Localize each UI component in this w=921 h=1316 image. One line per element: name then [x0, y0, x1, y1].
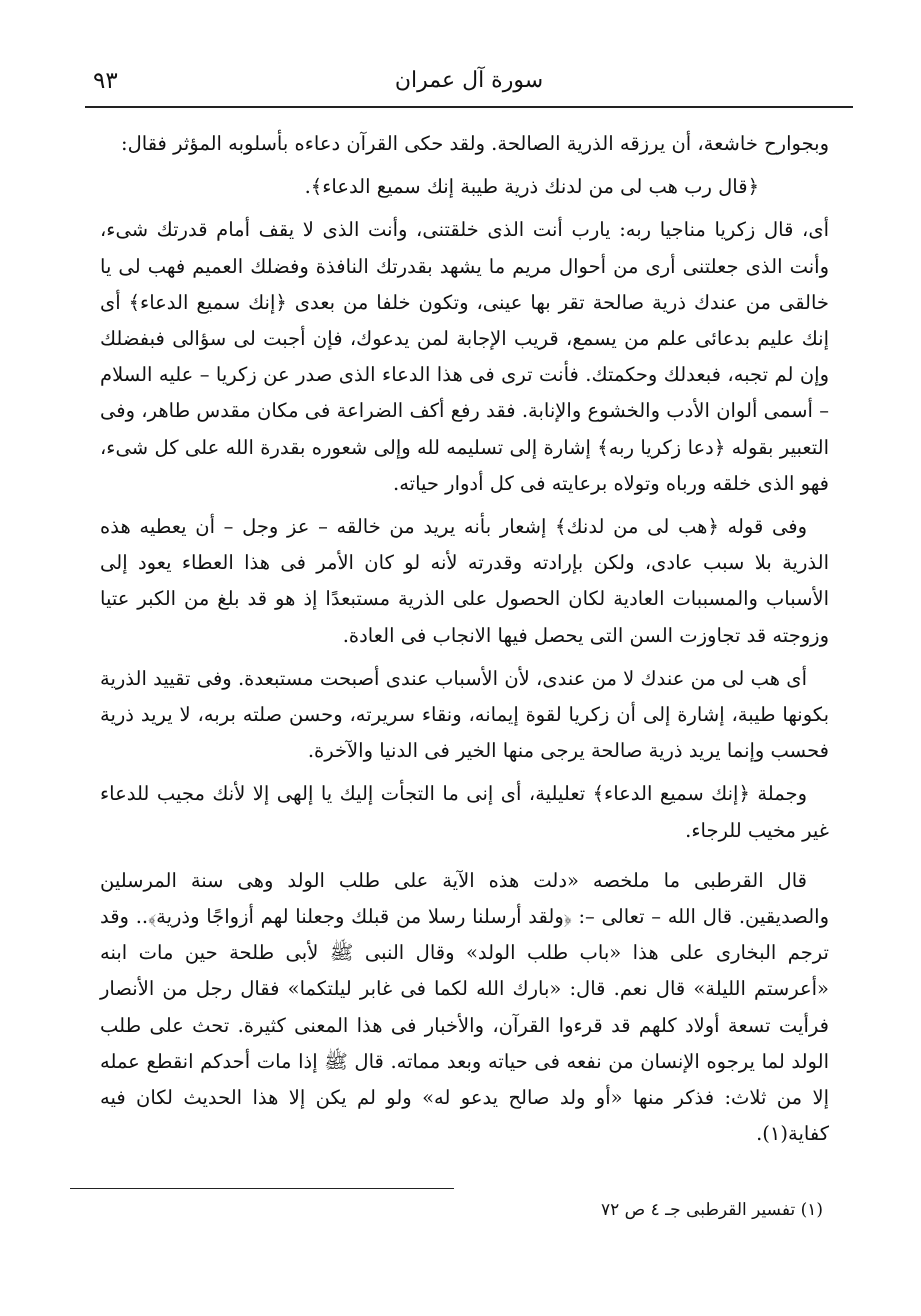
paragraph-qurtubi: قال القرطبى ما ملخصه «دلت هذه الآية على طلب الولد وهى سنة المرسلين والصديقين. قال الله – تعالى –: ﴿ولقد أرسلنا رسلا من قبلك وجعلنا لهم أزواجًا وذرية﴾.. وقد ترجم البخارى على هذا «باب طلب الولد» وقال النبى ﷺ لأبى طلحة حين مات ابنه «أعرستم الليلة» قال نعم. قال: «بارك الله لكما فى غابر ليلتكما» فقال رجل من الأنصار فرأيت تسعة أولاد كلهم قد قرءوا القرآن، والأخبار فى هذا المعنى كثيرة. تحث على طلب الولد لما يرجوه الإنسان من نفعه فى حياته وبعد مماته. قال ﷺ إذا مات أحدكم انقطع عمله إلا من ثلاث: فذكر منها «أو ولد صالح يدعو له» ولو لم يكن إلا هذا الحديث لكان فيه كفاية(١). — [100, 868, 829, 1146]
paragraph-hab-li: وفى قوله ﴿هب لى من لدنك﴾ إشعار بأنه يريد من خالقه – عز وجل – أن يعطيه هذه الذرية بلا سبب عادى، ولكن بإرادته وقدرته لأنه لو كان الأمر فى هذا العطاء يعود إلى الأسباب والمسببات العادية لكان الحصول على الذرية مستبعدًا إذ هو قد بلغ من الكبر عتيا وزوجته قد تجاوزت السن التى يحصل فيها الانجاب فى العادة. — [100, 515, 829, 647]
body-text — [100, 126, 829, 1159]
paragraph-sami-aldua: وجملة ﴿إنك سميع الدعاء﴾ تعليلية، أى إنى ما التجأت إليك يا إلهى إلا لأنك مجيب للدعاء غير مخيب للرجاء. — [100, 782, 829, 842]
paragraph-explanation: أى، قال زكريا مناجيا ربه: يارب أنت الذى خلقتنى، وأنت الذى لا يقف أمام قدرتك شىء، وأنت الذى جعلتنى أرى من أحوال مريم ما يشهد بقدرتك النافذة وفضلك العميم فهب لى يا خالقى من عندك ذرية صالحة تقر بها عينى، وتكون خلفا من بعدى ﴿إنك سميع الدعاء﴾ أى إنك عليم بدعائى علم من يسمع، قريب الإجابة لمن يدعوك، فإن أجبت لى سؤالى فبفضلك وإن لم تجبه، فبعدلك وحكمتك. فأنت ترى فى هذا الدعاء الذى صدر عن زكريا – عليه السلام – أسمى ألوان الأدب والخشوع والإنابة. فقد رفع أكف الضراعة فى مكان مقدس طاهر، وفى التعبير بقوله ﴿دعا زكريا ربه﴾ إشارة إلى تسليمه لله وإلى شعوره بقدرة الله على كل شىء، فهو الذى خلقه ورباه وتولاه برعايته فى كل أدوار حياته. — [100, 218, 829, 495]
footnote: (١) تفسير القرطبى جـ ٤ ص ٧٢ — [600, 1200, 823, 1220]
running-head-title: سورة آل عمران — [394, 68, 544, 93]
paragraph-intro: وبجوارح خاشعة، أن يرزقه الذرية الصالحة. ولقد حكى القرآن دعاءه بأسلوبه المؤثر فقال: — [121, 132, 829, 155]
paragraph-tayyiba: أى هب لى من عندك لا من عندى، لأن الأسباب عندى أصبحت مستبعدة. وفى تقييد الذرية بكونها طيبة، إشارة إلى أن زكريا لقوة إيمانه، ونقاء سريرته، وحسن صلته بربه، لا يريد ذرية فحسب وإنما يريد ذرية صالحة يرجى منها الخير فى الدنيا والآخرة. — [100, 666, 829, 763]
page-number: ٩٣ — [93, 68, 118, 94]
footnote-divider — [70, 1188, 454, 1189]
quran-verse: ﴿قال رب هب لى من لدنك ذرية طيبة إنك سميع الدعاء﴾. — [304, 175, 759, 199]
page-header — [85, 62, 853, 108]
